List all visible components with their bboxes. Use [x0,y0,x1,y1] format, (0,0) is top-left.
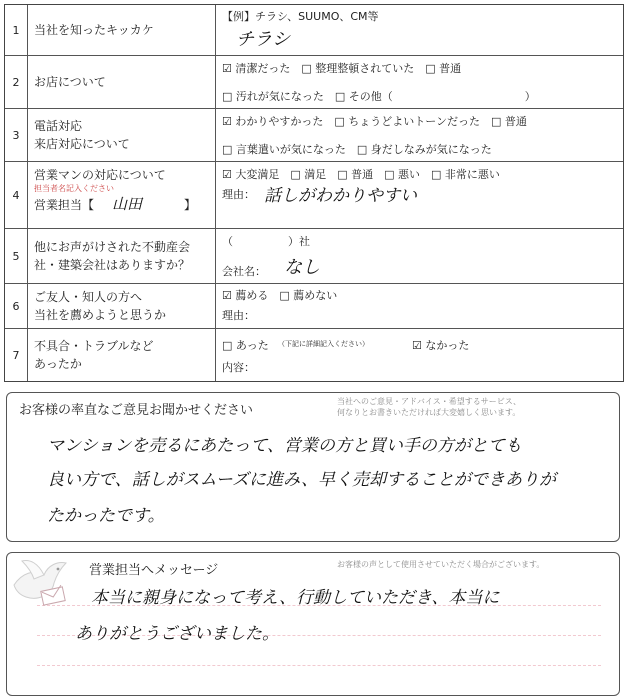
sub-note: 担当者名記入ください [34,184,114,193]
question-text: お店について [34,75,106,89]
reason-handwritten: 話しがわかりやすい [264,186,417,206]
question-label [28,229,216,283]
option-line: □ 汚れが気になった □ その他（ ） [222,90,536,103]
option-occurred: □ あった [222,339,269,352]
question-text: 電話対応 来店対応について [34,119,130,151]
reason-label: 理由： [222,309,255,322]
questionnaire-table [4,4,624,382]
option-none: ☑ なかった [412,339,470,352]
ruled-line [37,665,601,666]
table-row [5,328,623,381]
answer-cell [216,162,623,228]
question-text: 当社を知ったキッカケ [34,23,154,37]
message-box [6,552,620,696]
comment-title: お客様の率直なご意見お聞かせください [19,403,254,418]
row-number: 2 [5,56,28,108]
table-row [5,228,623,283]
option-line: ☑ 大変満足 □ 満足 □ 普通 □ 悪い □ 非常に悪い [222,168,500,181]
content-label: 内容： [222,361,255,374]
answer-cell [216,56,623,108]
staff-label: 営業担当【 [34,198,95,212]
company-handwritten: なし [284,257,320,278]
reason-label: 理由： [222,188,255,201]
comment-line: たかったです。 [47,506,165,526]
comment-line: マンションを売るにあたって、営業の方と買い手の方がとても [47,436,522,456]
table-row [5,283,623,328]
question-label [28,56,216,108]
message-line: 本当に親身になって考え、行動していただき、本当に [91,588,500,608]
question-label [28,109,216,161]
question-label [28,284,216,328]
handwritten-answer: チラシ [236,29,290,50]
option-line: ☑ 清潔だった □ 整理整頓されていた □ 普通 [222,62,462,75]
message-note: お客様の声として使用させていただく場合がございます。 [337,560,545,569]
message-line: ありがとうございました。 [75,624,279,644]
row-number: 4 [5,162,28,228]
question-label [28,162,216,228]
comment-note: 当社へのご意見・アドバイス・希望するサービス、 何なりとお書きいただければ大変嬉しく思います。 [337,397,521,417]
table-row [5,55,623,108]
question-text: 不具合・トラブルなど あったか [34,339,154,371]
row-number: 3 [5,109,28,161]
table-row [5,108,623,161]
company-label: 会社名： [222,265,266,278]
row-number: 5 [5,229,28,283]
answer-cell [216,229,623,283]
row-number: 7 [5,329,28,381]
option-line: □ 言葉遣いが気になった □ 身だしなみが気になった [222,143,492,156]
comment-box [6,392,620,542]
row-number: 1 [5,5,28,55]
question-label [28,5,216,55]
company-count: （ ）社 [222,235,310,248]
question-label [28,329,216,381]
answer-cell [216,284,623,328]
detail-note: （下記に詳細記入ください） [278,340,369,348]
answer-cell [216,5,623,55]
question-text: 営業マンの対応について [34,168,166,182]
answer-cell [216,109,623,161]
answer-cell [216,329,623,381]
table-row [5,5,623,55]
staff-name: 山田 [112,195,143,213]
dove-letter-icon [8,555,72,611]
row-number: 6 [5,284,28,328]
hint-text: 【例】チラシ、SUUMO、CM等 [222,10,379,23]
message-title: 営業担当へメッセージ [89,563,219,578]
option-line: ☑ わかりやすかった □ ちょうどよいトーンだった □ 普通 [222,115,527,128]
staff-bracket: 】 [184,198,197,212]
option-line: ☑ 薦める □ 薦めない [222,289,338,302]
table-row [5,161,623,228]
question-text: 他にお声がけされた不動産会社・建築会社はありますか？ [34,240,191,272]
comment-line: 良い方で、話しがスムーズに進み、早く売却することができありが [47,470,556,490]
question-text: ご友人・知人の方へ 当社を薦めようと思うか [34,290,167,322]
